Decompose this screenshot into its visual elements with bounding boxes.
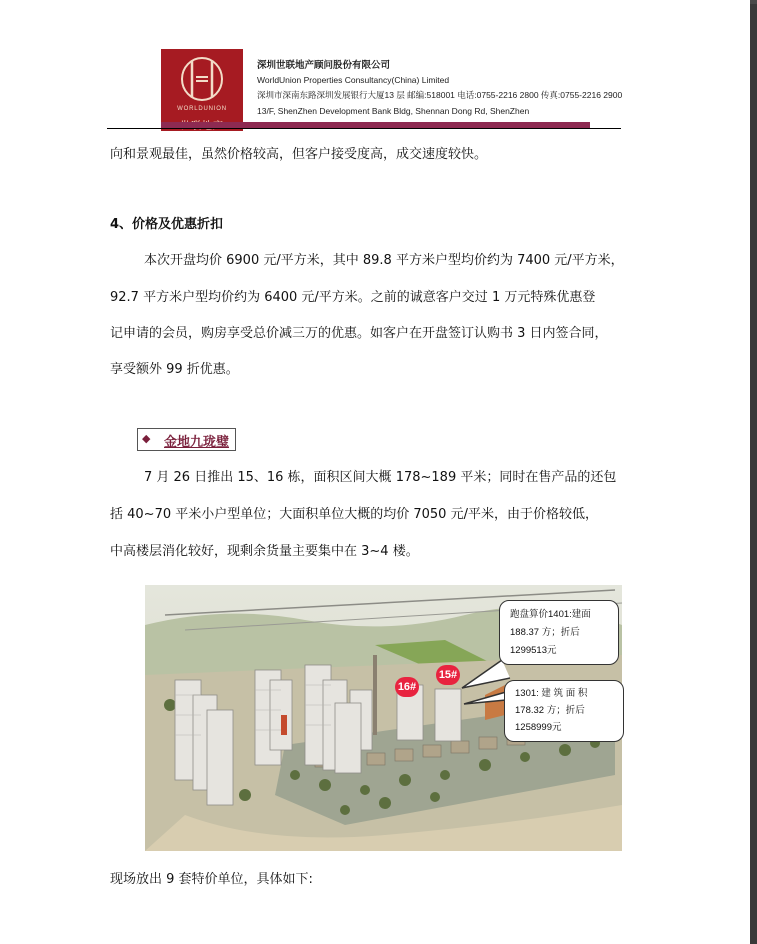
worldunion-emblem-icon: [177, 55, 227, 103]
paragraph-line: 92.7 平方米户型均价约为 6400 元/平方米。之前的诚意客户交过 1 万元特殊优惠登: [110, 290, 596, 305]
closing-line: 现场放出 9 套特价单位，具体如下:: [110, 872, 313, 887]
callout-line: 188.37 方；折后: [510, 627, 580, 638]
callout-line: 1301: 建 筑 面 积: [515, 688, 588, 699]
price-callout-1301: [504, 680, 624, 742]
paragraph-line: 7 月 26 日推出 15、16 栋，面积区间大概 178~189 平米；同时在售产品的还包: [144, 470, 617, 485]
callout-line: 1258999元: [515, 722, 562, 733]
subsection-title: 金地九珑璧: [164, 435, 230, 450]
callout-line: 178.32 方；折后: [515, 705, 585, 716]
diamond-bullet-icon: ◆: [142, 432, 151, 445]
header-divider: [107, 128, 621, 129]
paragraph-continuation: 向和景观最佳，虽然价格较高，但客户接受度高，成交速度较快。: [110, 147, 488, 162]
price-callout-1401: [499, 600, 619, 665]
paragraph-line: 中高楼层消化较好，现剩余货量主要集中在 3~4 楼。: [110, 544, 419, 559]
company-logo: [161, 49, 243, 131]
page-shadow: [750, 4, 757, 944]
company-address-cn: 深圳市深南东路深圳发展银行大厦13 层 邮编:518001 电话:0755-2216 2800 传真:0755-2216 2900: [257, 90, 623, 100]
company-name-en: WorldUnion Properties Consultancy(China) Limited: [257, 75, 450, 85]
paragraph-line: 括 40~70 平米小户型单位；大面积单位大概的均价 7050 元/平米，由于价格较低，: [110, 507, 598, 522]
paragraph-line: 享受额外 99 折优惠。: [110, 362, 239, 377]
subsection-title-box: [137, 428, 236, 451]
building-tag-15: 15#: [436, 665, 460, 685]
paragraph-line: 记申请的会员，购房享受总价减三万的优惠。如客户在开盘签订认购书 3 日内签合同，: [110, 326, 608, 341]
logo-english-text: WORLDUNION: [177, 106, 227, 112]
callout-line: 跑盘算价1401:建面: [510, 609, 591, 620]
paragraph-line: 本次开盘均价 6900 元/平方米，其中 89.8 平方米户型均价约为 7400 元/平方米，: [144, 253, 624, 268]
section-heading: 4、价格及优惠折扣: [110, 217, 224, 232]
callout-line: 1299513元: [510, 645, 557, 656]
building-tag-16: 16#: [395, 677, 419, 697]
company-name-cn: 深圳世联地产顾问股份有限公司: [257, 60, 391, 71]
company-address-en: 13/F, ShenZhen Development Bank Bldg, Shennan Dong Rd, ShenZhen: [257, 106, 530, 116]
